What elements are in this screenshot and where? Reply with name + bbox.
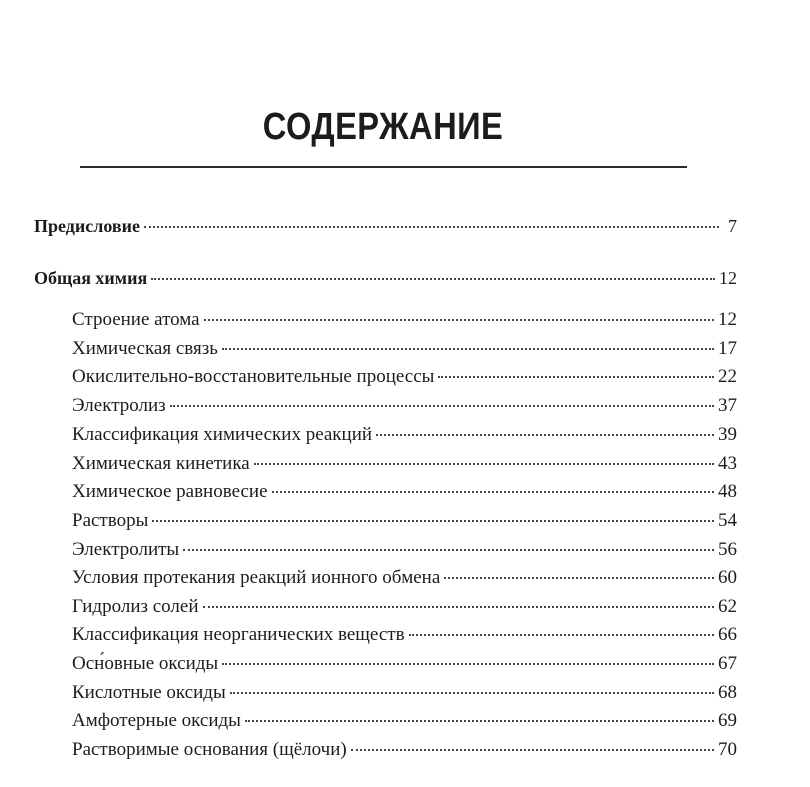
toc-page-number: 39 <box>718 424 737 445</box>
toc-entry[interactable] <box>72 595 737 619</box>
toc-entry[interactable] <box>72 709 737 733</box>
toc-page-number: 68 <box>718 682 737 703</box>
toc-section-label: Общая химия <box>34 268 148 288</box>
toc-entry[interactable] <box>72 308 737 332</box>
toc-page-number: 48 <box>718 481 737 502</box>
toc-entry-label: Амфотерные оксиды <box>72 710 241 731</box>
dot-leader <box>204 318 714 321</box>
dot-leader <box>183 548 714 551</box>
toc-entry-label: Химическая кинетика <box>72 453 250 474</box>
toc-page-number: 62 <box>718 596 737 617</box>
toc-section-label: Предисловие <box>34 216 140 236</box>
toc-page-number: 12 <box>718 309 737 330</box>
toc-page-number: 70 <box>718 739 737 760</box>
toc-page-number: 43 <box>718 453 737 474</box>
toc-entry[interactable] <box>72 509 737 533</box>
dot-leader <box>222 662 714 665</box>
toc-entry-label: Электролиты <box>72 539 180 560</box>
toc-entry[interactable] <box>72 394 737 418</box>
dot-leader <box>409 633 714 636</box>
toc-entry-label: Электролиз <box>72 395 166 416</box>
toc-section-general-chemistry[interactable] <box>34 266 737 290</box>
toc-entry[interactable] <box>72 480 737 504</box>
dot-leader <box>170 404 714 407</box>
toc-page-number: 56 <box>718 539 737 560</box>
dot-leader <box>245 719 714 722</box>
dot-leader <box>151 277 715 280</box>
toc-entry-label: Гидролиз солей <box>72 596 199 617</box>
toc-page-number: 66 <box>718 624 737 645</box>
toc-entry-label: Осн́овные оксиды <box>72 653 219 674</box>
dot-leader <box>230 691 714 694</box>
toc-entry[interactable] <box>72 566 737 590</box>
toc-entry[interactable] <box>72 652 737 676</box>
toc-entry-label: Классификация химических реакций <box>72 424 373 445</box>
toc-entry-label: Классификация неорганических веществ <box>72 624 405 645</box>
toc-page-number: 67 <box>718 653 737 674</box>
toc-page-number: 69 <box>718 710 737 731</box>
dot-leader <box>144 225 719 228</box>
toc-entry-label: Кислотные оксиды <box>72 682 226 703</box>
toc-entry[interactable] <box>72 681 737 705</box>
dot-leader <box>272 490 714 493</box>
toc-entry-label: Условия протекания реакций ионного обмена <box>72 567 441 588</box>
toc-entry[interactable] <box>72 738 737 762</box>
dot-leader <box>438 375 714 378</box>
dot-leader <box>203 605 714 608</box>
dot-leader <box>351 748 714 751</box>
dot-leader <box>254 462 714 465</box>
toc-entry-label: Окислительно-восстановительные процессы <box>72 366 435 387</box>
toc-entry[interactable] <box>72 538 737 562</box>
toc-page-number: 7 <box>728 216 737 236</box>
toc-entry[interactable] <box>72 423 737 447</box>
toc-entry[interactable] <box>72 452 737 476</box>
toc-entry-label: Строение атома <box>72 309 200 330</box>
toc-entry-label: Растворы <box>72 510 149 531</box>
toc-section-preface[interactable] <box>34 214 737 238</box>
toc-entry-label: Химическая связь <box>72 338 218 359</box>
toc-entry-label: Растворимые основания (щёлочи) <box>72 739 347 760</box>
toc-entry[interactable] <box>72 337 737 361</box>
toc-entry-label: Химическое равновесие <box>72 481 268 502</box>
dot-leader <box>152 519 714 522</box>
toc-page-number: 54 <box>718 510 737 531</box>
dot-leader <box>444 576 714 579</box>
dot-leader <box>222 347 714 350</box>
title-divider <box>80 166 687 168</box>
toc-page-number: 17 <box>718 338 737 359</box>
toc-page-number: 22 <box>718 366 737 387</box>
toc-page-number: 60 <box>718 567 737 588</box>
toc-entry[interactable] <box>72 623 737 647</box>
page-title: СОДЕРЖАНИЕ <box>262 106 504 148</box>
toc-entry[interactable] <box>72 365 737 389</box>
toc-page-number: 37 <box>718 395 737 416</box>
toc-page-number: 12 <box>719 268 737 288</box>
dot-leader <box>376 433 714 436</box>
